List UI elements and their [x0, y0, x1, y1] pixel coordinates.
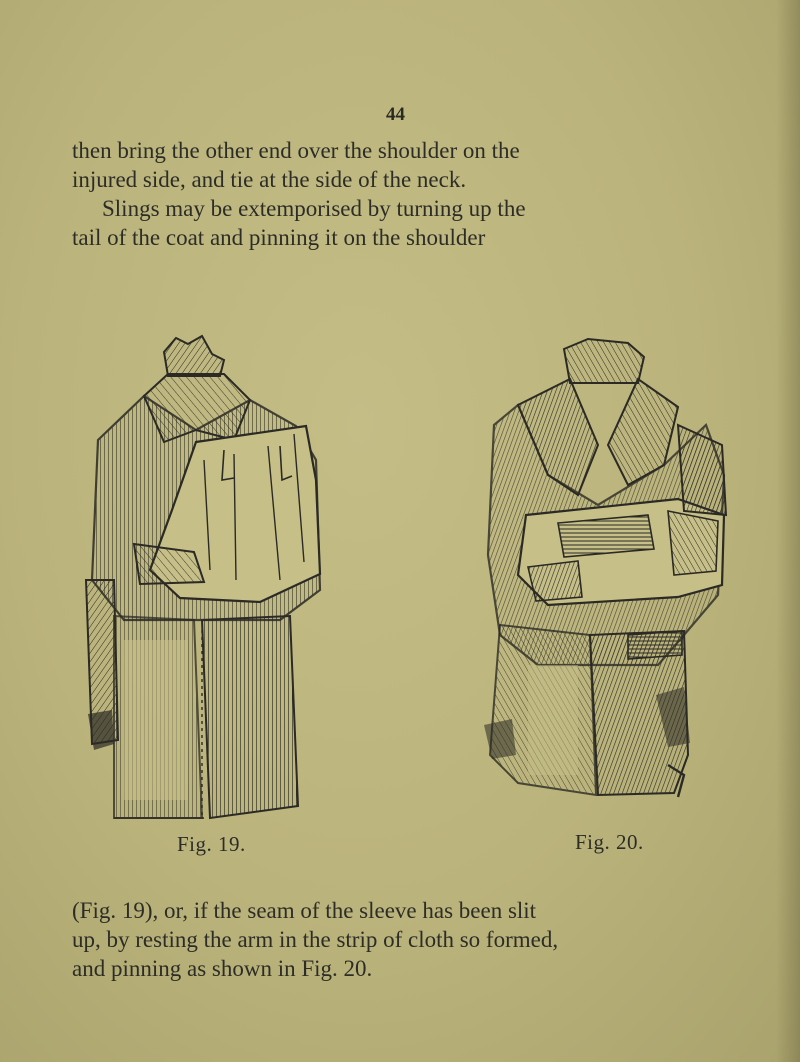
sleeve-sling-engraving: [478, 335, 728, 805]
text-line: tail of the coat and pinning it on the shoulder: [72, 225, 486, 250]
paragraph-bottom: [72, 896, 762, 983]
text-line: up, by resting the arm in the strip of cloth so formed,: [72, 927, 559, 952]
figure-20-illustration: [478, 335, 728, 805]
text-line: and pinning as shown in Fig. 20.: [72, 956, 373, 981]
text-line: Slings may be extemporised by turning up the: [102, 196, 526, 221]
text-line: then bring the other end over the shoulder on the: [72, 138, 520, 163]
figure-20-caption: Fig. 20.: [575, 830, 644, 854]
page-edge-shadow: [776, 0, 800, 1062]
text-line: (Fig. 19), or, if the seam of the sleeve has been slit: [72, 898, 537, 923]
figure-19-caption: Fig. 19.: [177, 832, 246, 856]
figure-19-illustration: [84, 330, 328, 820]
coat-sling-engraving: [84, 330, 328, 820]
paragraph-top: [72, 136, 740, 252]
text-line: injured side, and tie at the side of the neck.: [72, 167, 467, 192]
page-number: 44: [386, 104, 405, 125]
